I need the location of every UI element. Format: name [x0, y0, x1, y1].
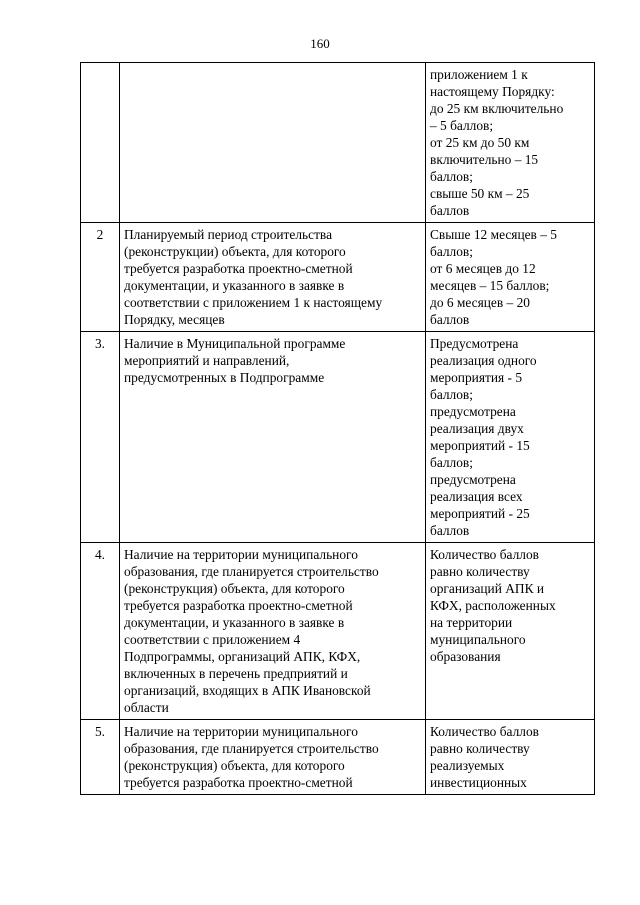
criterion-cell: Наличие в Муниципальной программе мероприятий и направлений, предусмотренных в Подпрограмме: [120, 332, 426, 543]
row-number: 5.: [81, 720, 120, 795]
table-row: [81, 720, 595, 795]
scoring-cell: Количество баллов равно количеству организаций АПК и КФХ, расположенных на территории муниципального образования: [426, 543, 595, 720]
criterion-cell: Планируемый период строительства (реконструкции) объекта, для которого требуется разработка проектно-сметной документации, и указанного в заявке в соответствии с приложением 1 к настоящему Порядку, месяцев: [120, 223, 426, 332]
table-row: [81, 543, 595, 720]
scoring-cell: Предусмотрена реализация одного мероприятия - 5 баллов; предусмотрена реализация двух мероприятий - 15 баллов; предусмотрена реализация всех мероприятий - 25 баллов: [426, 332, 595, 543]
table-row: [81, 63, 595, 223]
scoring-cell: Количество баллов равно количеству реализуемых инвестиционных: [426, 720, 595, 795]
scoring-cell: приложением 1 к настоящему Порядку: до 25 км включительно – 5 баллов; от 25 км до 50 км включительно – 15 баллов; свыше 50 км – 25 баллов: [426, 63, 595, 223]
row-number: 2: [81, 223, 120, 332]
table-row: [81, 332, 595, 543]
criteria-table: [80, 62, 595, 795]
scoring-cell: Свыше 12 месяцев – 5 баллов; от 6 месяцев до 12 месяцев – 15 баллов; до 6 месяцев – 20 баллов: [426, 223, 595, 332]
row-number: 3.: [81, 332, 120, 543]
table-row: [81, 223, 595, 332]
row-number: 4.: [81, 543, 120, 720]
criterion-cell: Наличие на территории муниципального образования, где планируется строительство (реконструкция) объекта, для которого требуется разработка проектно-сметной: [120, 720, 426, 795]
page-number: 160: [310, 36, 330, 51]
criterion-cell: Наличие на территории муниципального образования, где планируется строительство (реконструкция) объекта, для которого требуется разработка проектно-сметной документации, и указанного в заявке в соответствии с приложением 4 Подпрограммы, организаций АПК, КФХ, включенных в перечень предприятий и организаций, входящих в АПК Ивановской области: [120, 543, 426, 720]
criterion-cell: [120, 63, 426, 223]
row-number: [81, 63, 120, 223]
